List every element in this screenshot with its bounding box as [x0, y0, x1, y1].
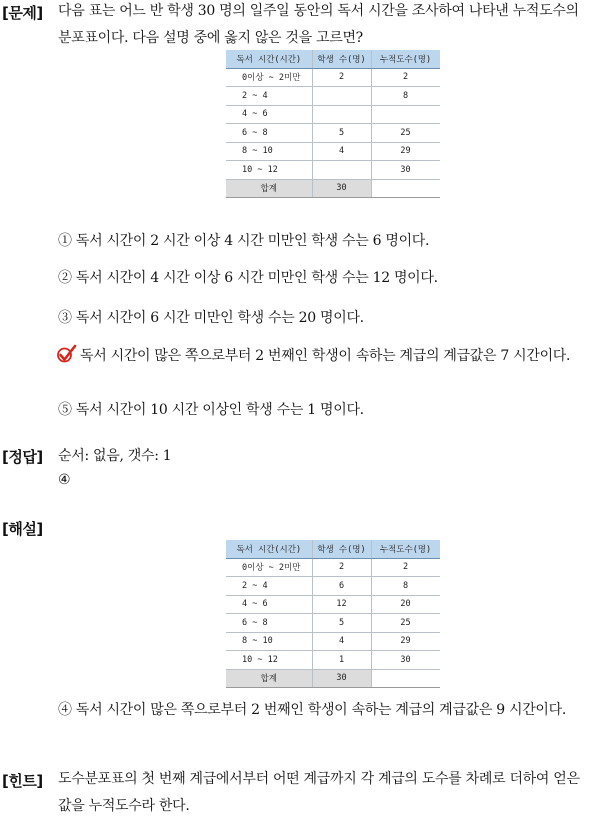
class-interval: 2 ~ 4 — [226, 87, 312, 106]
table-row — [226, 105, 440, 124]
table-row — [226, 614, 440, 633]
class-interval: 10 ~ 12 — [226, 161, 312, 180]
cumulative-frequency: 2 — [371, 558, 440, 577]
table-header-row — [226, 50, 440, 68]
table-row — [226, 651, 440, 670]
total-label: 합계 — [226, 179, 312, 198]
explanation-tag: [해설] — [2, 520, 43, 538]
class-interval: 4 ~ 6 — [226, 105, 312, 124]
table-row — [226, 161, 440, 180]
cumulative-frequency: 8 — [371, 87, 440, 106]
cumulative-frequency: 2 — [371, 68, 440, 87]
answer-line: 순서: 없음, 갯수: 1 — [58, 448, 172, 464]
problem-text: 다음 표는 어느 반 학생 30 명의 일주일 동안의 독서 시간을 조사하여 나타낸 누적도수의 분포표이다. 다음 설명 중에 옳지 않은 것을 고르면? — [58, 3, 579, 46]
total-value: 30 — [312, 669, 371, 688]
total-empty-cell — [371, 179, 440, 198]
student-count: 1 — [312, 651, 371, 670]
cumulative-frequency: 30 — [371, 161, 440, 180]
table-row — [226, 142, 440, 161]
class-interval: 10 ~ 12 — [226, 651, 312, 670]
answer-tag: [정답] — [2, 448, 43, 466]
class-interval: 8 ~ 10 — [226, 632, 312, 651]
checkmark-icon — [56, 343, 78, 365]
student-count: 6 — [312, 577, 371, 596]
table-row — [226, 124, 440, 143]
option-2[interactable]: ② 독서 시간이 4 시간 이상 6 시간 미만인 학생 수는 12 명이다. — [58, 270, 438, 286]
student-count: 4 — [312, 632, 371, 651]
cumulative-frequency: 25 — [371, 614, 440, 633]
class-interval: 4 ~ 6 — [226, 595, 312, 614]
table-row — [226, 87, 440, 106]
problem-tag: [문제] — [2, 4, 43, 22]
option-4[interactable] — [58, 343, 590, 397]
option-1[interactable]: ① 독서 시간이 2 시간 이상 4 시간 미만인 학생 수는 6 명이다. — [58, 233, 430, 249]
header-cumulative: 누적도수(명) — [371, 540, 440, 558]
student-count: 4 — [312, 142, 371, 161]
table-row — [226, 577, 440, 596]
class-interval: 2 ~ 4 — [226, 577, 312, 596]
option-5[interactable]: ⑤ 독서 시간이 10 시간 이상인 학생 수는 1 명이다. — [58, 402, 364, 418]
option-4-text: 독서 시간이 많은 쪽으로부터 2 번째인 학생이 속하는 계급의 계급값은 7 시간이다. — [80, 348, 571, 364]
student-count — [312, 105, 371, 124]
cumulative-frequency — [371, 105, 440, 124]
option-3[interactable]: ③ 독서 시간이 6 시간 미만인 학생 수는 20 명이다. — [58, 310, 364, 326]
total-empty-cell — [371, 669, 440, 688]
table-row — [226, 632, 440, 651]
header-reading-time: 독서 시간(시간) — [226, 50, 312, 68]
student-count: 2 — [312, 68, 371, 87]
total-value: 30 — [312, 179, 371, 198]
student-count: 12 — [312, 595, 371, 614]
header-reading-time: 독서 시간(시간) — [226, 540, 312, 558]
table-total-row — [226, 669, 440, 688]
class-interval: 6 ~ 8 — [226, 124, 312, 143]
table-total-row — [226, 179, 440, 198]
cumulative-frequency: 30 — [371, 651, 440, 670]
class-interval: 6 ~ 8 — [226, 614, 312, 633]
student-count: 5 — [312, 614, 371, 633]
hint-tag: [힌트] — [2, 772, 43, 790]
explanation-frequency-table — [226, 540, 440, 688]
header-cumulative: 누적도수(명) — [371, 50, 440, 68]
student-count: 5 — [312, 124, 371, 143]
cumulative-frequency: 25 — [371, 124, 440, 143]
class-interval: 0이상 ~ 2미만 — [226, 68, 312, 87]
class-interval: 0이상 ~ 2미만 — [226, 558, 312, 577]
table-header-row — [226, 540, 440, 558]
problem-frequency-table — [226, 50, 440, 198]
student-count — [312, 87, 371, 106]
cumulative-frequency: 20 — [371, 595, 440, 614]
header-student-count: 학생 수(명) — [312, 540, 371, 558]
student-count: 2 — [312, 558, 371, 577]
table-row — [226, 595, 440, 614]
total-label: 합계 — [226, 669, 312, 688]
table-row — [226, 68, 440, 87]
answer-choice: ④ — [58, 472, 71, 488]
explanation-text: ④ 독서 시간이 많은 쪽으로부터 2 번째인 학생이 속하는 계급의 계급값은 9 시간이다. — [58, 702, 567, 718]
hint-text: 도수분포표의 첫 번째 계급에서부터 어떤 계급까지 각 계급의 도수를 차례로 더하여 얻은 값을 누적도수라 한다. — [58, 771, 580, 814]
cumulative-frequency: 8 — [371, 577, 440, 596]
cumulative-frequency: 29 — [371, 632, 440, 651]
cumulative-frequency: 29 — [371, 142, 440, 161]
header-student-count: 학생 수(명) — [312, 50, 371, 68]
student-count — [312, 161, 371, 180]
class-interval: 8 ~ 10 — [226, 142, 312, 161]
table-row — [226, 558, 440, 577]
